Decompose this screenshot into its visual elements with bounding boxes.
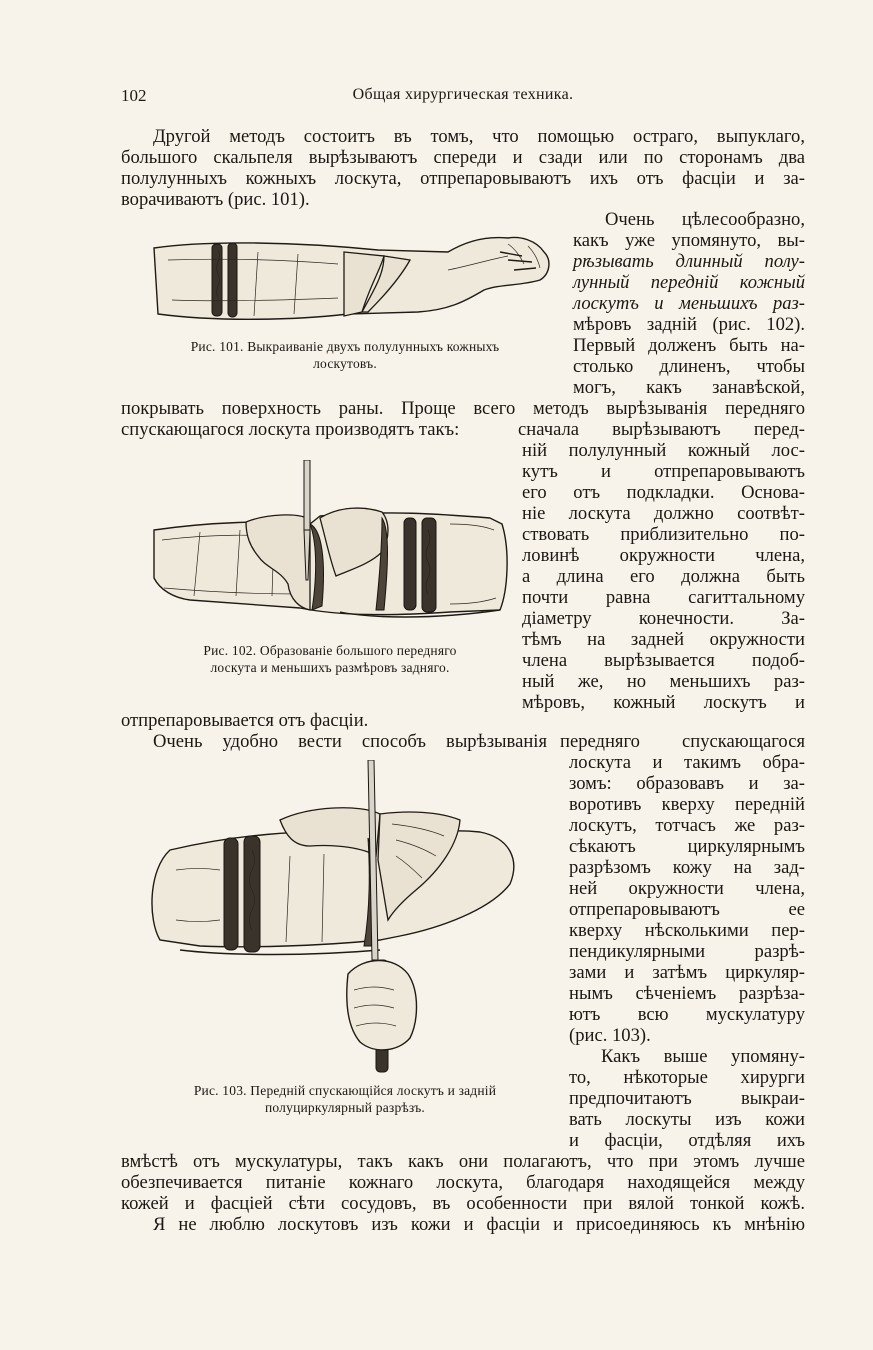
- text-line: Очень удобно вести способъ вырѣзыванія: [153, 731, 547, 752]
- running-header: [121, 86, 805, 110]
- figure-103-arm-illustration: [140, 760, 560, 1075]
- text-line: Другой методъ состоитъ въ томъ, что помощью остраго, выпуклаго,: [153, 126, 805, 147]
- text-line: а длина его должна быть: [522, 566, 805, 587]
- caption-line: лоскутовъ.: [313, 356, 377, 371]
- caption-line: Рис. 103. Передній спускающійся лоскутъ и задній: [193, 1083, 497, 1098]
- text-line: зомъ: образовавъ и за-: [569, 773, 805, 794]
- text-line: лоскута и такимъ обра-: [569, 752, 805, 773]
- text-line: покрывать поверхность раны. Проще всего методъ вырѣзыванія передняго: [121, 398, 805, 419]
- figure-101-caption: [130, 338, 560, 372]
- text-line: спускающагося лоскута производятъ такъ:: [121, 419, 460, 440]
- text-line: большого скальпеля вырѣзываютъ спереди и сзади или по сторонамъ два: [121, 147, 805, 168]
- page-number: 102: [121, 86, 147, 105]
- text-line: діаметру конечности. За-: [522, 608, 805, 629]
- text-line: ворачиваютъ (рис. 101).: [121, 189, 310, 210]
- text-line: ный же, но меньшихъ раз-: [522, 671, 805, 692]
- text-line: нымъ сѣченіемъ разрѣза-: [569, 983, 805, 1004]
- text-line: могъ, какъ занавѣской,: [573, 377, 805, 398]
- text-line: столько длиненъ, чтобы: [573, 356, 805, 377]
- text-line: Я не люблю лоскутовъ изъ кожи и фасціи и присоединяюсь къ мнѣнію: [153, 1214, 805, 1235]
- text-line: сѣкаютъ циркулярнымъ: [569, 836, 805, 857]
- text-line: кверху нѣсколькими пер-: [569, 920, 805, 941]
- text-line: ній полулунный кожный лос-: [522, 440, 805, 461]
- figure-101-arm-illustration: [148, 230, 560, 330]
- text-line: его отъ подкладки. Основа-: [522, 482, 805, 503]
- text-line: лоскутъ, тотчасъ же раз-: [569, 815, 805, 836]
- text-line: лунный передній кожный: [573, 272, 805, 293]
- text-line: тѣмъ на задней окружности: [522, 629, 805, 650]
- text-line: рѣзывать длинный полу-: [573, 251, 805, 272]
- text-line: отпрепаровываютъ ее: [569, 899, 805, 920]
- text-line: Первый долженъ быть на-: [573, 335, 805, 356]
- figure-103-caption: [130, 1082, 560, 1116]
- text-line: отпрепаровывается отъ фасціи.: [121, 710, 369, 731]
- text-line: кожей и фасціей сѣти сосудовъ, въ особенности при вялой тонкой кожѣ.: [121, 1193, 805, 1214]
- text-line: пендикулярными разрѣ-: [569, 941, 805, 962]
- running-title: Общая хирургическая техника.: [352, 86, 574, 103]
- caption-line: лоскута и меньшихъ размѣровъ задняго.: [210, 660, 450, 675]
- text-line: вмѣстѣ отъ мускулатуры, такъ какъ они полагаютъ, что при этомъ лучше: [121, 1151, 805, 1172]
- text-line: ютъ всю мускулатуру: [569, 1004, 805, 1025]
- caption-line: Рис. 102. Образованіе большого передняго: [203, 643, 457, 658]
- figure-102-caption: [140, 642, 520, 676]
- text-line: какъ уже упомянуто, вы-: [573, 230, 805, 251]
- text-line: почти равна сагиттальному: [522, 587, 805, 608]
- text-line: ней окружности члена,: [569, 878, 805, 899]
- text-line: ловинѣ окружности члена,: [522, 545, 805, 566]
- text-line: и фасціи, отдѣляя ихъ: [569, 1130, 805, 1151]
- text-line: сначала вырѣзываютъ перед-: [518, 419, 805, 440]
- text-line: то, нѣкоторые хирурги: [569, 1067, 805, 1088]
- text-line: разрѣзомъ кожу на зад-: [569, 857, 805, 878]
- caption-line: Рис. 101. Выкраиваніе двухъ полулунныхъ кожныхъ: [190, 339, 500, 354]
- text-line: (рис. 103).: [569, 1025, 651, 1046]
- text-line: ніе лоскута должно соотвѣт-: [522, 503, 805, 524]
- figure-102-arm-illustration: [150, 460, 520, 630]
- text-line: Очень цѣлесообразно,: [605, 209, 805, 230]
- text-line: зами и затѣмъ циркуляр-: [569, 962, 805, 983]
- text-line: предпочитаютъ выкраи-: [569, 1088, 805, 1109]
- text-line: члена вырѣзывается подоб-: [522, 650, 805, 671]
- text-line: Какъ выше упомяну-: [601, 1046, 805, 1067]
- text-line: кутъ и отпрепаровываютъ: [522, 461, 805, 482]
- text-line: обезпечивается питаніе кожнаго лоскута, благодаря находящейся между: [121, 1172, 805, 1193]
- text-line: лоскутъ и меньшихъ раз-: [573, 293, 805, 314]
- text-line: мѣровъ, кожный лоскутъ и: [522, 692, 805, 713]
- text-line: воротивъ кверху передній: [569, 794, 805, 815]
- text-line: вать лоскуты изъ кожи: [569, 1109, 805, 1130]
- text-line: ствовать приблизительно по-: [522, 524, 805, 545]
- text-line: передняго спускающагося: [560, 731, 805, 752]
- caption-line: полуциркулярный разрѣзъ.: [264, 1100, 425, 1115]
- text-line: полулунныхъ кожныхъ лоскута, отпрепаровываютъ ихъ отъ фасціи и за-: [121, 168, 805, 189]
- text-line: мѣровъ задній (рис. 102).: [573, 314, 805, 335]
